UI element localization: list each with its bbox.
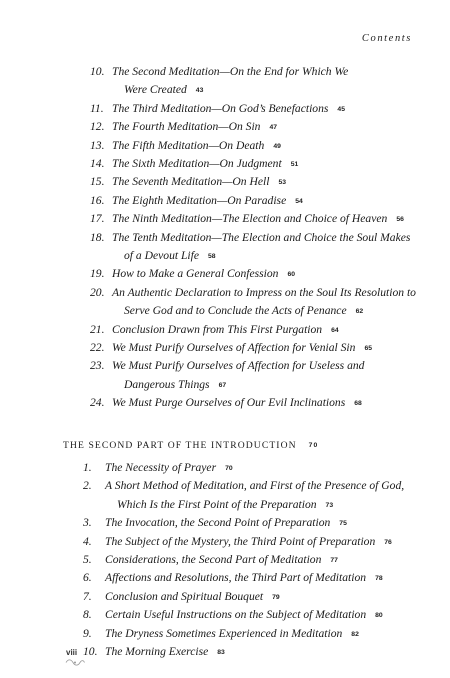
toc-entry-page: 70	[225, 465, 233, 472]
toc-entry[interactable]	[90, 284, 416, 302]
toc-entry-page: 82	[351, 630, 359, 638]
toc-entry-title: The Sixth Meditation—On Judgment	[112, 157, 282, 170]
toc-entry-title: Serve God and to Conclude the Acts of Penance	[124, 304, 347, 318]
toc-entry-number: 8.	[83, 608, 92, 622]
toc-entry-number: 15.	[90, 175, 105, 189]
toc-entry-page: 64	[331, 326, 339, 334]
toc-entry-page: 75	[339, 520, 347, 528]
toc-entry-title: Dangerous Things	[124, 377, 210, 391]
toc-entry-continuation[interactable]	[124, 302, 363, 321]
toc-entry-number: 16.	[90, 193, 105, 207]
toc-entry-continuation[interactable]	[124, 376, 226, 395]
toc-entry-number: 10.	[90, 65, 105, 78]
toc-entry-title: Were Created	[124, 83, 187, 97]
toc-entry-number: 2.	[83, 479, 92, 493]
toc-entry[interactable]	[83, 606, 383, 625]
toc-entry-page: 51	[290, 161, 299, 168]
toc-entry-title: The Second Meditation—On the End for Which We	[112, 65, 349, 78]
toc-entry-page: 60	[287, 271, 296, 279]
toc-entry-title: The Invocation, the Second Point of Preparation	[105, 516, 331, 530]
toc-entry-number: 13.	[90, 138, 105, 152]
page-number: viii	[66, 648, 78, 657]
toc-entry-number: 19.	[90, 267, 105, 281]
toc-entry-number: 4.	[83, 534, 92, 548]
toc-entry[interactable]	[83, 569, 383, 588]
toc-entry[interactable]	[90, 173, 286, 192]
toc-entry[interactable]	[83, 551, 338, 570]
toc-entry-title: Affections and Resolutions, the Third Part of Meditation	[105, 571, 367, 585]
toc-entry-page: 53	[278, 179, 287, 187]
toc-entry-number: 20.	[90, 285, 105, 299]
toc-entry[interactable]	[90, 229, 410, 247]
toc-entry-title: The Fourth Meditation—On Sin	[112, 120, 261, 134]
toc-entry-page: 76	[384, 538, 392, 546]
toc-entry-title: The Tenth Meditation—The Election and Choice the Soul Makes	[112, 230, 411, 244]
toc-entry-page: 45	[337, 105, 345, 113]
toc-entry-number: 5.	[83, 553, 92, 566]
toc-entry-page: 47	[269, 124, 278, 132]
toc-entry-title: The Fifth Meditation—On Death	[112, 138, 265, 152]
toc-entry-title: A Short Method of Meditation, and First of the Presence of God,	[105, 479, 405, 493]
toc-entry-title: The Dryness Sometimes Experienced in Meditation	[105, 626, 343, 640]
toc-entry-page: 83	[217, 649, 225, 656]
toc-entry-title: How to Make a General Confession	[112, 267, 279, 281]
toc-entry-title: The Third Meditation—On God’s Benefactions	[112, 101, 329, 115]
toc-entry-page: 78	[375, 575, 383, 583]
toc-entry-number: 12.	[90, 120, 105, 134]
toc-entry-title: Certain Useful Instructions on the Subject of Meditation	[105, 608, 367, 622]
toc-entry-page: 73	[325, 501, 334, 509]
toc-entry-number: 17.	[90, 212, 105, 226]
toc-entry[interactable]	[90, 192, 303, 211]
toc-entry[interactable]	[83, 514, 347, 533]
toc-entry-continuation[interactable]	[124, 81, 203, 100]
toc-entry[interactable]	[83, 588, 280, 607]
toc-entry[interactable]	[90, 321, 339, 340]
toc-entry[interactable]	[90, 394, 362, 413]
toc-entry[interactable]	[90, 357, 364, 375]
toc-entry[interactable]	[83, 459, 233, 478]
toc-entry-number: 21.	[90, 322, 105, 336]
toc-entry-number: 1.	[83, 461, 92, 474]
toc-entry[interactable]	[90, 210, 404, 229]
toc-entry[interactable]	[83, 533, 392, 552]
toc-entry[interactable]	[90, 339, 372, 358]
toc-entry-page: 62	[355, 308, 364, 316]
part-two-heading-page: 70	[308, 442, 319, 449]
toc-entry-title: We Must Purge Ourselves of Our Evil Inclinations	[112, 396, 346, 410]
toc-entry-title: The Eighth Meditation—On Paradise	[112, 193, 287, 207]
toc-entry-continuation[interactable]	[124, 247, 216, 266]
toc-entry-number: 23.	[90, 359, 105, 373]
toc-entry-page: 67	[218, 381, 227, 389]
toc-entry-title: We Must Purify Ourselves of Affection for Venial Sin	[112, 341, 356, 354]
toc-entry-page: 49	[273, 142, 281, 150]
toc-entry-page: 43	[195, 87, 204, 95]
toc-entry[interactable]	[90, 63, 348, 81]
toc-entry-page: 79	[272, 593, 280, 601]
toc-entry-page: 77	[330, 557, 338, 564]
ornament-icon	[64, 658, 86, 667]
toc-entry-page: 68	[354, 400, 362, 408]
toc-entry-number: 9.	[83, 626, 92, 640]
part-two-heading-text: THE SECOND PART OF THE INTRODUCTION	[63, 440, 297, 451]
toc-entry-title: Conclusion Drawn from This First Purgation	[112, 322, 323, 336]
toc-entry-title: We Must Purify Ourselves of Affection for Useless and	[112, 359, 365, 373]
toc-entry-title: Considerations, the Second Part of Meditation	[105, 553, 322, 566]
toc-entry-number: 24.	[90, 396, 105, 410]
part-two-heading[interactable]	[63, 440, 318, 451]
toc-entry-continuation[interactable]	[117, 496, 333, 515]
toc-entry[interactable]	[83, 643, 225, 662]
toc-entry-title: An Authentic Declaration to Impress on the Soul Its Resolution to	[112, 285, 416, 299]
toc-entry-title: Which Is the First Point of the Preparation	[117, 497, 317, 511]
toc-entry-title: Conclusion and Spiritual Bouquet	[105, 589, 264, 603]
toc-entry[interactable]	[90, 118, 277, 137]
toc-entry-number: 7.	[83, 589, 92, 603]
toc-entry-number: 11.	[90, 101, 104, 115]
toc-entry[interactable]	[83, 625, 359, 644]
toc-entry-title: The Seventh Meditation—On Hell	[112, 175, 270, 189]
toc-entry-number: 14.	[90, 157, 105, 170]
toc-entry[interactable]	[83, 477, 404, 495]
toc-entry[interactable]	[90, 155, 298, 174]
toc-entry-number: 3.	[83, 516, 92, 530]
toc-entry-number: 22.	[90, 341, 105, 354]
running-head: Contents	[361, 33, 412, 44]
toc-entry[interactable]	[90, 100, 345, 119]
toc-entry[interactable]	[90, 137, 281, 156]
toc-entry-title: The Ninth Meditation—The Election and Choice of Heaven	[112, 212, 388, 226]
toc-entry-page: 65	[364, 345, 373, 352]
toc-entry-page: 54	[295, 197, 303, 205]
toc-entry-page: 56	[396, 216, 404, 224]
toc-entry-number: 18.	[90, 230, 105, 244]
toc-entry-title: of a Devout Life	[124, 249, 200, 262]
toc-entry-title: The Necessity of Prayer	[105, 461, 217, 474]
toc-entry-page: 80	[375, 612, 383, 620]
toc-entry-title: The Morning Exercise	[105, 645, 209, 658]
toc-entry-title: The Subject of the Mystery, the Third Point of Preparation	[105, 534, 376, 548]
toc-entry-number: 6.	[83, 571, 92, 585]
toc-entry-page: 58	[208, 253, 216, 260]
toc-entry-number: 10.	[83, 645, 98, 658]
toc-entry[interactable]	[90, 265, 295, 284]
